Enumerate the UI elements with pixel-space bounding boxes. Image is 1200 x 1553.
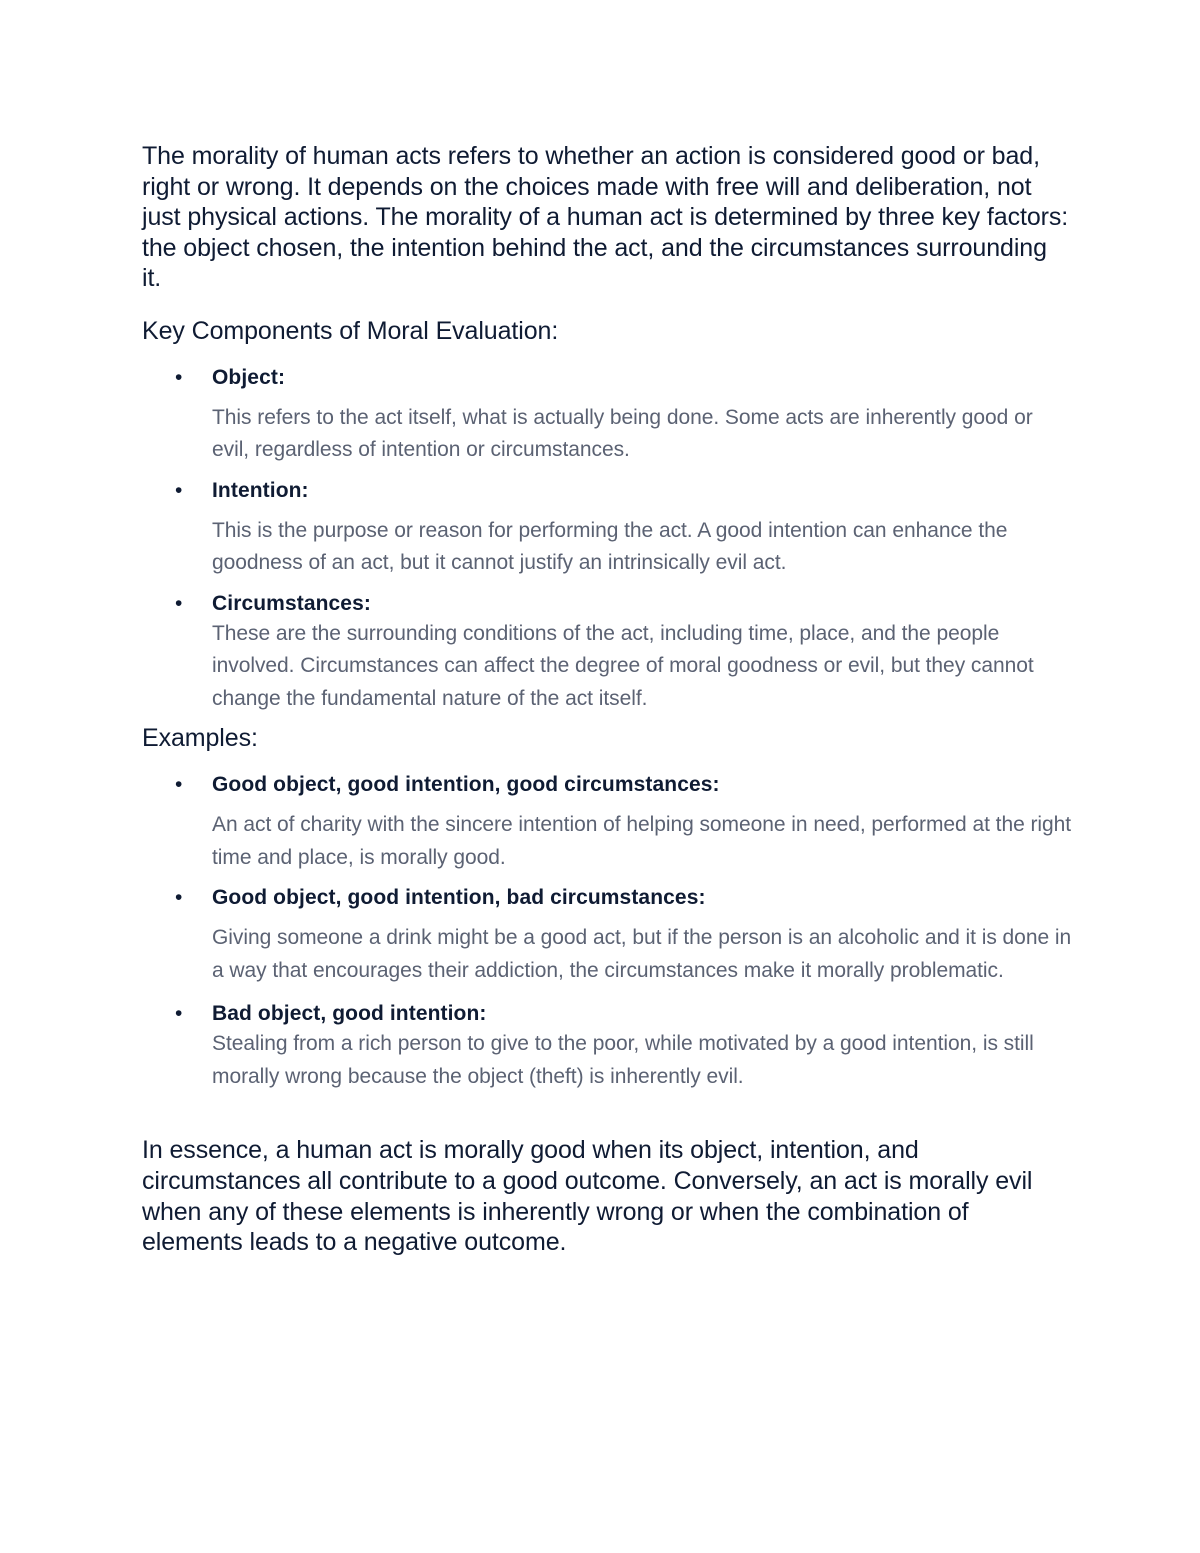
bullet-icon: •	[175, 478, 183, 502]
item-title: Good object, good intention, good circumstances:	[212, 773, 720, 797]
document-body	[142, 141, 1072, 1258]
list-item-example-1	[142, 771, 1072, 874]
item-description: These are the surrounding conditions of the act, including time, place, and the people involved. Circumstances can affect the degree of moral goodness or evil, but they cannot change the fundamental nature of the act itself.	[212, 621, 1034, 710]
examples-heading: Examples:	[142, 724, 258, 753]
item-description: This refers to the act itself, what is actually being done. Some acts are inherently good or evil, regardless of intention or circumstances.	[212, 405, 1033, 462]
conclusion-paragraph: In essence, a human act is morally good when its object, intention, and circumstances all contribute to a good outcome. Conversely, an act is morally evil when any of these elements is inherently wrong or when the combination of elements leads to a negative outcome.	[142, 1136, 1033, 1257]
bullet-icon: •	[175, 591, 183, 615]
list-item-circumstances	[142, 590, 1072, 716]
item-description: Stealing from a rich person to give to the poor, while motivated by a good intention, is still morally wrong because the object (theft) is inherently evil.	[212, 1032, 1034, 1088]
item-title: Object:	[212, 365, 286, 389]
components-heading: Key Components of Moral Evaluation:	[142, 316, 559, 345]
list-item-intention	[142, 477, 1072, 580]
item-title: Bad object, good intention:	[212, 1002, 487, 1026]
item-title: Circumstances:	[212, 591, 371, 615]
bullet-icon: •	[175, 365, 183, 389]
item-title: Intention:	[212, 478, 309, 502]
examples-list	[142, 771, 1072, 1093]
item-description: This is the purpose or reason for performing the act. A good intention can enhance the goodness of an act, but it cannot justify an intrinsically evil act.	[212, 518, 1008, 575]
list-item-example-3	[142, 1000, 1072, 1093]
bullet-icon: •	[175, 773, 183, 797]
item-description: An act of charity with the sincere intention of helping someone in need, performed at the right time and place, is morally good.	[212, 813, 1072, 869]
bullet-icon: •	[175, 1002, 183, 1026]
bullet-icon: •	[175, 886, 183, 910]
components-list	[142, 364, 1072, 716]
item-description: Giving someone a drink might be a good act, but if the person is an alcoholic and it is done in a way that encourages their addiction, the circumstances make it morally problematic.	[212, 926, 1072, 982]
list-item-object	[142, 364, 1072, 467]
list-item-example-2	[142, 884, 1072, 987]
item-title: Good object, good intention, bad circumstances:	[212, 886, 706, 910]
intro-paragraph: The morality of human acts refers to whether an action is considered good or bad, right or wrong. It depends on the choices made with free will and deliberation, not just physical actions. The morality of a human act is determined by three key factors: the object chosen, the intention behind the act, and the circumstances surrounding it.	[142, 142, 1069, 293]
